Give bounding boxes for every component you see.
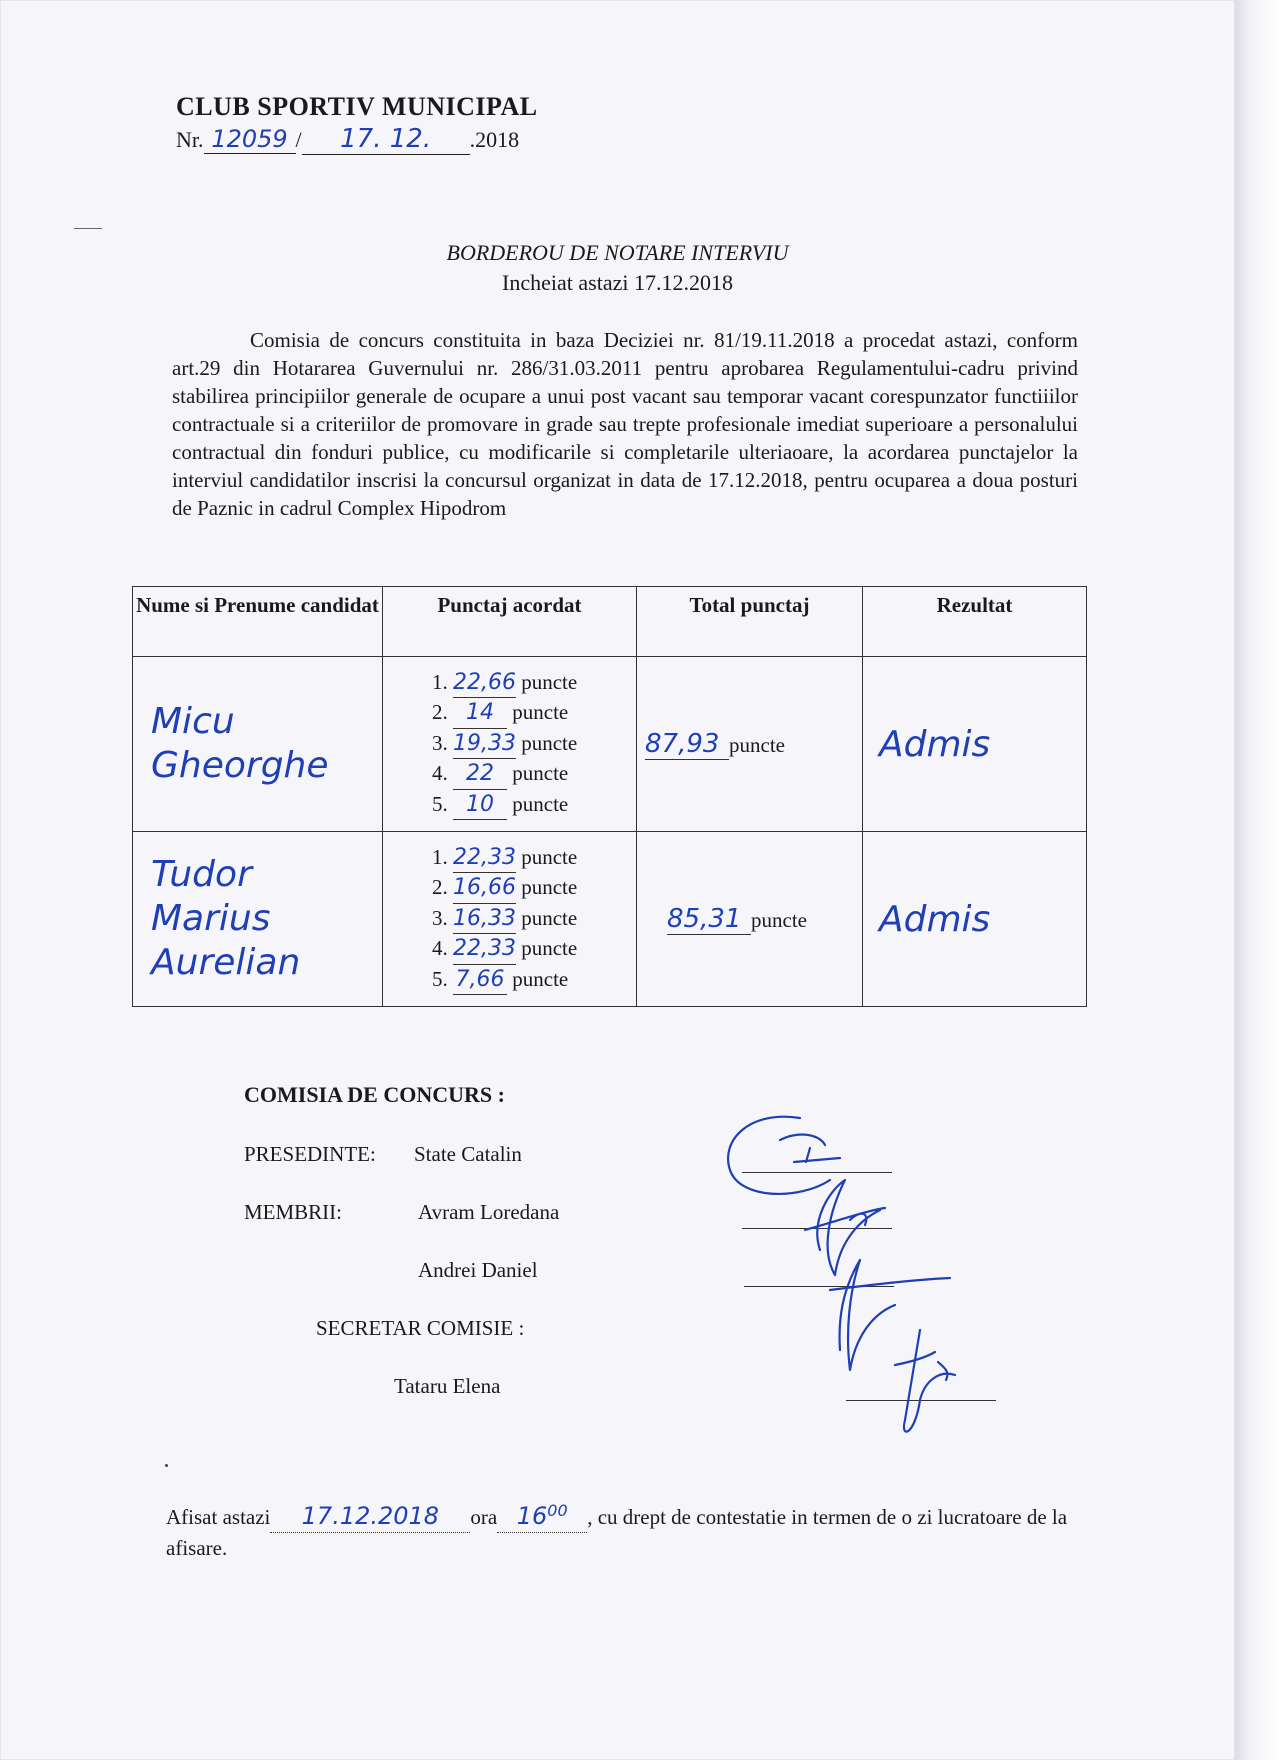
president-name: State Catalin (414, 1142, 522, 1166)
document-subtitle: Incheiat astazi 17.12.2018 (502, 270, 733, 295)
candidate-name-line: Gheorghe (151, 745, 329, 786)
score-cell (383, 832, 637, 1007)
score-item (432, 965, 635, 996)
score-index: 2. (432, 875, 448, 900)
club-title: CLUB SPORTIV MUNICIPAL (176, 92, 538, 121)
results-table (132, 586, 1087, 1007)
score-value: 22,33 (453, 935, 516, 965)
scan-edge (1235, 0, 1280, 1760)
score-item (432, 698, 635, 729)
score-index: 3. (432, 730, 448, 755)
members-label: MEMBRII: (244, 1200, 343, 1224)
score-unit: puncte (521, 936, 578, 961)
score-index: 5. (432, 966, 448, 991)
score-value: 7,66 (453, 966, 507, 996)
registration-date: 17. 12. (340, 124, 432, 154)
score-item (432, 790, 635, 821)
score-unit: puncte (512, 700, 569, 725)
score-item (432, 904, 635, 935)
score-value: 22 (453, 760, 507, 790)
registration-year: .2018 (469, 127, 520, 152)
posted-date: 17.12.2018 (301, 1502, 440, 1530)
score-value: 16,66 (453, 874, 516, 904)
candidate-name-line: Micu (151, 701, 235, 742)
score-value: 22,33 (453, 844, 516, 874)
score-index: 2. (432, 700, 448, 725)
table-row (133, 832, 1087, 1007)
posted-statement (166, 1496, 1078, 1563)
nr-separator: / (295, 127, 302, 152)
nr-prefix: Nr. (176, 127, 204, 152)
secretary-signature (895, 1330, 955, 1432)
members-row (244, 1200, 559, 1225)
president-signature (728, 1117, 840, 1194)
total-cell (637, 657, 863, 832)
score-unit: puncte (521, 905, 578, 930)
score-value: 22,66 (453, 669, 516, 699)
header-total: Total punctaj (637, 587, 863, 657)
header-name: Nume si Prenume candidat (133, 587, 383, 657)
table-row (133, 657, 1087, 832)
score-unit: puncte (521, 844, 578, 869)
score-item (432, 843, 635, 874)
score-item (432, 934, 635, 965)
total-value: 85,31 (667, 904, 751, 935)
candidate-name-line: Tudor (151, 854, 252, 895)
margin-mark (74, 228, 102, 229)
score-unit: puncte (512, 791, 569, 816)
score-item (432, 873, 635, 904)
total-value: 87,93 (645, 729, 729, 760)
registration-number-line (176, 124, 519, 155)
score-value: 10 (453, 791, 507, 821)
total-cell (637, 832, 863, 1007)
result-value: Admis (863, 832, 1087, 1007)
score-unit: puncte (521, 875, 578, 900)
member-name: Avram Loredana (418, 1200, 560, 1224)
score-unit: puncte (521, 730, 578, 755)
page-dot (165, 1464, 168, 1467)
candidate-name-line: Marius (151, 898, 271, 939)
secretary-label: SECRETAR COMISIE : (316, 1316, 525, 1340)
posted-suffix: , cu drept de contestatie in termen de o zi lucratoare de la afisare. (166, 1505, 1068, 1560)
signature-scribbles (710, 1100, 1010, 1460)
score-index: 5. (432, 791, 448, 816)
total-unit: puncte (751, 907, 807, 932)
score-item (432, 759, 635, 790)
score-item (432, 668, 635, 699)
score-index: 3. (432, 905, 448, 930)
president-row (244, 1142, 522, 1167)
registration-number: 12059 (211, 125, 288, 153)
document-title: BORDEROU DE NOTARE INTERVIU (446, 240, 789, 265)
posted-minutes: 00 (547, 1501, 568, 1520)
score-index: 1. (432, 844, 448, 869)
score-value: 19,33 (453, 730, 516, 760)
commission-title: COMISIA DE CONCURS : (244, 1082, 505, 1107)
posted-hour: 16 (516, 1502, 548, 1530)
score-index: 4. (432, 761, 448, 786)
score-value: 14 (453, 699, 507, 729)
total-unit: puncte (729, 732, 785, 757)
table-header-row (133, 587, 1087, 657)
score-index: 4. (432, 936, 448, 961)
body-paragraph: Comisia de concurs constituita in baza Deciziei nr. 81/19.11.2018 a procedat astazi, conform art.29 din Hotararea Guvernului nr. 286/31.03.2011 pentru aprobarea Regulamentului-cadru privind stabilirea principiilor generale de ocupare a unui post vacant sau temporar vacant corespunzator functiiilor contractuale si a criteriilor de promovare in grade sau trepte profesionale imediat superioare a personalului contractual din fonduri publice, cu modificarile si completarile ulteriaoare, la acordarea punctajelor la interviul candidatilor inscrisi la concursul organizat in data de 17.12.2018, pentru ocuparea a doua posturi de Paznic in cadrul Complex Hipodrom (172, 328, 1078, 520)
secretary-name: Tataru Elena (394, 1374, 501, 1398)
president-label: PRESEDINTE: (244, 1142, 376, 1166)
score-item (432, 729, 635, 760)
candidate-name (133, 832, 383, 1007)
score-cell (383, 657, 637, 832)
result-value: Admis (863, 657, 1087, 832)
score-unit: puncte (512, 761, 569, 786)
posted-prefix: Afisat astazi (166, 1505, 271, 1529)
member-name: Andrei Daniel (418, 1258, 538, 1282)
candidate-name-line: Aurelian (151, 942, 301, 983)
score-unit: puncte (521, 669, 578, 694)
member-1-signature (805, 1180, 885, 1275)
score-value: 16,33 (453, 905, 516, 935)
ora-label: ora (470, 1505, 498, 1529)
score-unit: puncte (512, 966, 569, 991)
score-index: 1. (432, 669, 448, 694)
candidate-name (133, 657, 383, 832)
header-result: Rezultat (863, 587, 1087, 657)
header-score: Punctaj acordat (383, 587, 637, 657)
